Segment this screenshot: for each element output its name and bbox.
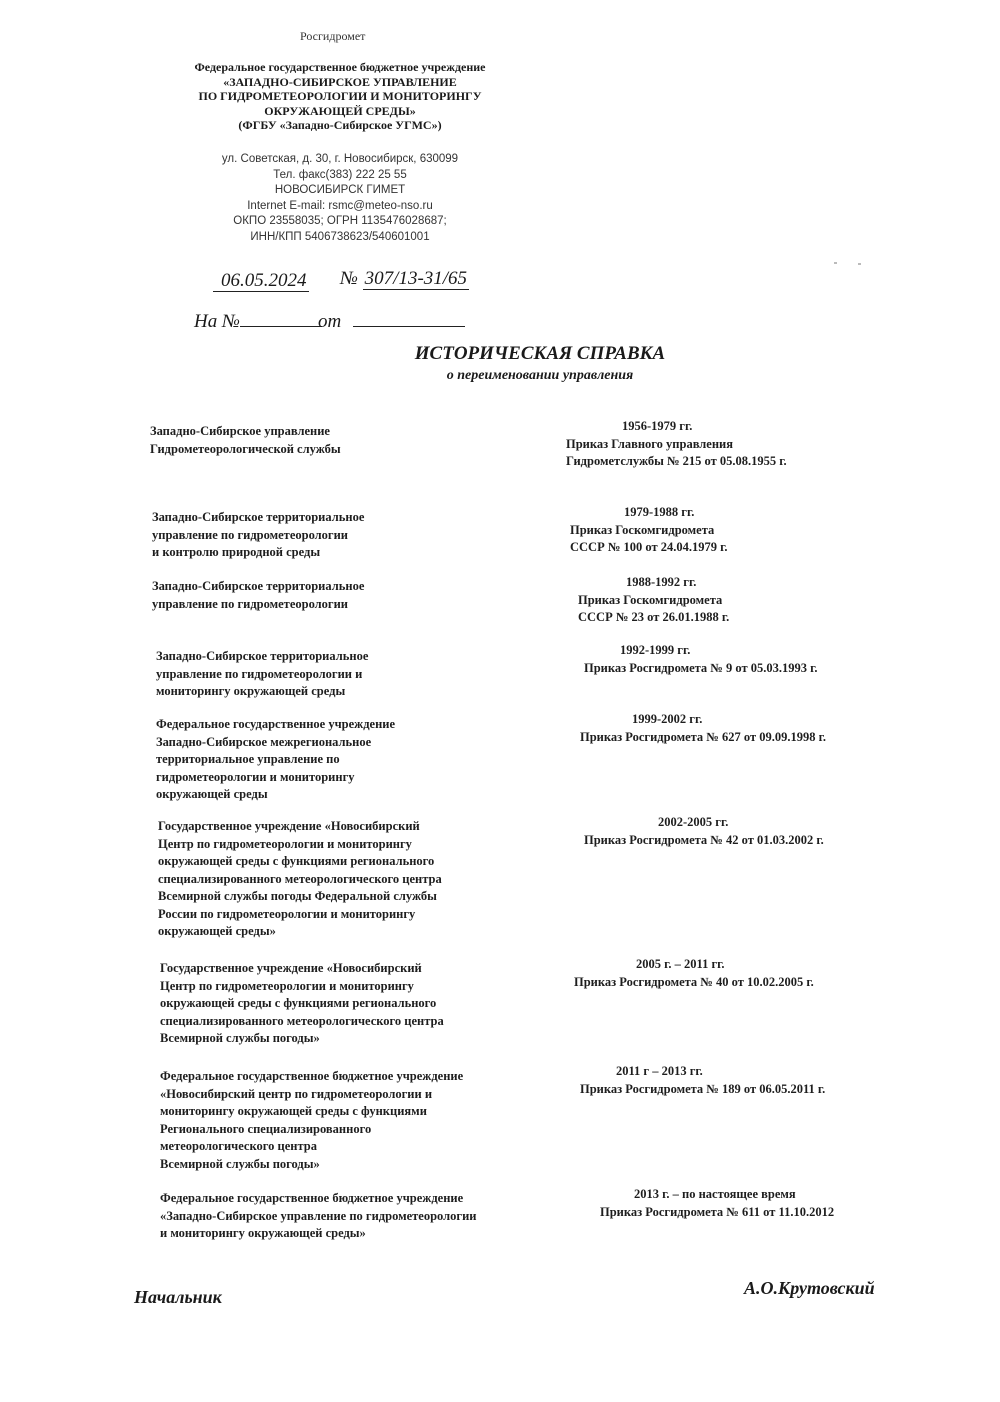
document-subtitle: о переименовании управления — [446, 368, 634, 383]
entry-period: 2005 г. – 2011 гг. — [636, 957, 725, 971]
entry-period: 1979-1988 гг. — [624, 505, 695, 519]
entry-period-order — [580, 1063, 890, 1098]
entry-name-line: мониторингу окружающей среды — [156, 684, 346, 698]
entry-name-line: окружающей среды с функциями регионального — [158, 854, 435, 868]
entry-name-line: специализированного метеорологического центра — [160, 1013, 444, 1028]
entry-name-line: окружающей среды» — [158, 924, 276, 938]
reply-reference-date — [318, 308, 465, 333]
entry-period: 1992-1999 гг. — [620, 643, 691, 657]
address-line: Internet E-mail: rsmc@meteo-nso.ru — [247, 199, 433, 212]
entry-name-line: Государственное учреждение «Новосибирский — [158, 819, 420, 833]
entry-period-order — [578, 574, 838, 627]
org-line: «ЗАПАДНО-СИБИРСКОЕ УПРАВЛЕНИЕ — [223, 74, 457, 89]
entry-period: 1988-1992 гг. — [626, 575, 697, 589]
scan-speck — [834, 262, 837, 264]
address-line: НОВОСИБИРСК ГИМЕТ — [274, 184, 406, 196]
document-title: ИСТОРИЧЕСКАЯ СПРАВКА — [414, 343, 666, 364]
entry-period: 1956-1979 гг. — [622, 419, 693, 433]
entry-order-line: Гидрометслужбы № 215 от 05.08.1955 г. — [566, 454, 787, 468]
entry-name-line: территориальное управление по — [156, 752, 340, 766]
entry-order-line: Приказ Росгидромета № 611 от 11.10.2012 — [600, 1204, 835, 1219]
entry-name-line: специализированного метеорологического центра — [158, 871, 442, 886]
entry-name — [160, 1068, 463, 1173]
entry-name-line: «Западно-Сибирское управление по гидрометеорологии — [160, 1208, 477, 1223]
entry-name-line: управление по гидрометеорологии и — [156, 666, 363, 681]
entry-name-line: Всемирной службы погоды» — [160, 1031, 320, 1045]
entry-period-order — [584, 642, 884, 677]
document-number-value: 307/13-31/65 — [364, 268, 468, 289]
reply-reference-label: На № — [194, 311, 240, 332]
document-number-label: № — [340, 268, 358, 289]
entry-period: 2011 г – 2013 гг. — [616, 1064, 703, 1078]
entry-name — [152, 578, 364, 613]
entry-name — [160, 960, 444, 1048]
entry-name-line: гидрометеорологии и мониторингу — [156, 769, 355, 784]
entry-name-line: мониторингу окружающей среды с функциями — [160, 1104, 427, 1118]
entry-name-line: окружающей среды с функциями регионального — [160, 996, 437, 1010]
scan-speck — [858, 263, 861, 265]
entry-order-line: СССР № 23 от 26.01.1988 г. — [578, 610, 730, 624]
entry-name-line: управление по гидрометеорологии — [152, 596, 349, 611]
reply-number-blank — [240, 308, 322, 327]
entry-name-line: Гидрометеорологической службы — [150, 441, 341, 456]
entry-period-order — [600, 1186, 900, 1221]
entry-order-line: Приказ Главного управления — [566, 436, 734, 451]
entry-period-order — [574, 956, 884, 991]
org-line: ОКРУЖАЮЩЕЙ СРЕДЫ» — [264, 103, 416, 118]
entry-name — [158, 818, 442, 941]
entry-period-order — [570, 504, 830, 557]
entry-name-line: и контролю природной среды — [152, 545, 321, 559]
entry-order-line: Приказ Росгидромета № 627 от 09.09.1998 г. — [580, 729, 826, 744]
entry-name — [156, 716, 395, 804]
agency-name: Росгидромет — [300, 29, 366, 43]
signatory-name: А.О.Крутовский — [744, 1278, 875, 1298]
entry-name-line: Регионального специализированного — [160, 1121, 372, 1136]
address-line: Тел. факс(383) 222 25 55 — [273, 168, 407, 181]
entry-period: 2013 г. – по настоящее время — [634, 1187, 796, 1201]
entry-name — [150, 423, 341, 458]
entry-name-line: Западно-Сибирское территориальное — [152, 510, 365, 524]
document-number — [340, 268, 469, 290]
entry-period-order — [580, 711, 890, 746]
entry-name-line: Западно-Сибирское управление — [150, 424, 330, 438]
entry-order-line: Приказ Госкомгидромета — [570, 522, 715, 537]
entry-name-line: управление по гидрометеорологии — [152, 527, 349, 542]
entry-order-line: Приказ Росгидромета № 189 от 06.05.2011 г. — [580, 1081, 826, 1096]
entry-name-line: Федеральное государственное учреждение — [156, 717, 396, 731]
entry-name-line: Центр по гидрометеорологии и мониторингу — [158, 836, 412, 851]
entry-name-line: Всемирной службы погоды» — [160, 1156, 320, 1171]
document-date-value: 06.05.2024 — [213, 270, 309, 292]
entry-name-line: метеорологического центра — [160, 1139, 317, 1153]
entry-name — [160, 1190, 476, 1243]
entry-period-order — [566, 418, 846, 471]
entry-name-line: и мониторингу окружающей среды» — [160, 1226, 366, 1240]
org-short-name: (ФГБУ «Западно-Сибирское УГМС») — [238, 118, 442, 132]
org-line: ПО ГИДРОМЕТЕОРОЛОГИИ И МОНИТОРИНГУ — [198, 89, 482, 103]
entry-name-line: Западно-Сибирское территориальное — [156, 649, 369, 663]
entry-order-line: Приказ Росгидромета № 40 от 10.02.2005 г. — [574, 974, 814, 989]
address-line: ул. Советская, д. 30, г. Новосибирск, 630099 — [221, 153, 459, 165]
entry-name-line: Федеральное государственное бюджетное учреждение — [160, 1069, 464, 1083]
entry-period: 2002-2005 гг. — [658, 815, 729, 829]
address-line: ОКПО 23558035; ОГРН 1135476028687; — [233, 215, 447, 227]
reply-date-blank — [353, 308, 465, 327]
entry-name-line: России по гидрометеорологии и мониторингу — [158, 906, 416, 921]
entry-name-line: Западно-Сибирское межрегиональное — [156, 734, 372, 749]
entry-period: 1999-2002 гг. — [632, 712, 703, 726]
entry-name — [152, 509, 364, 562]
entry-period-order — [584, 814, 884, 849]
entry-order-line: Приказ Росгидромета № 42 от 01.03.2002 г. — [584, 832, 824, 847]
entry-name-line: Всемирной службы погоды Федеральной службы — [158, 889, 437, 903]
entry-name-line: Западно-Сибирское территориальное — [152, 579, 365, 593]
entry-order-line: Приказ Госкомгидромета — [578, 592, 723, 607]
entry-order-line: Приказ Росгидромета № 9 от 05.03.1993 г. — [584, 660, 818, 675]
entry-name-line: Федеральное государственное бюджетное учреждение — [160, 1191, 464, 1205]
address-line: ИНН/КПП 5406738623/540601001 — [250, 230, 430, 243]
signatory-position: Начальник — [134, 1287, 222, 1307]
entry-order-line: СССР № 100 от 24.04.1979 г. — [570, 540, 728, 554]
address-block — [170, 152, 510, 245]
reply-from-label: от — [318, 311, 342, 332]
reply-reference — [194, 308, 322, 333]
document-date — [213, 270, 309, 292]
entry-name-line: окружающей среды — [156, 787, 268, 801]
entry-name-line: «Новосибирский центр по гидрометеорологии и — [160, 1086, 433, 1101]
entry-name — [156, 648, 368, 701]
organization-name — [150, 60, 530, 133]
entry-name-line: Центр по гидрометеорологии и мониторингу — [160, 978, 414, 993]
entry-name-line: Государственное учреждение «Новосибирский — [160, 961, 422, 975]
org-line: Федеральное государственное бюджетное учреждение — [194, 60, 486, 74]
